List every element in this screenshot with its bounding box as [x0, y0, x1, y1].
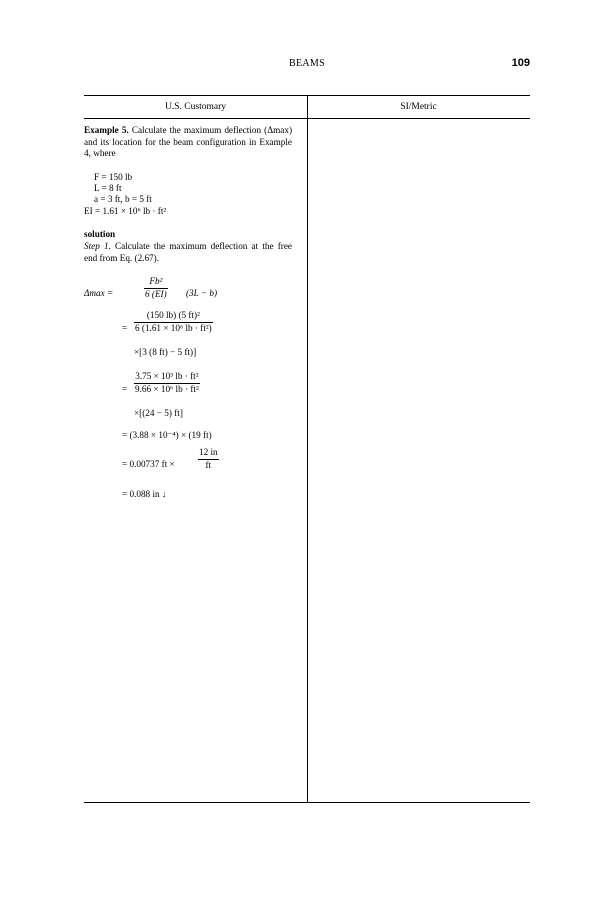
fraction-numerator: 3.75 × 10³ lb · ft² [135, 371, 199, 381]
comparison-table [84, 95, 530, 803]
equation-tail: ×[3 (8 ft) − 5 ft)] [134, 347, 197, 357]
column-heading-si-metric: SI/Metric [400, 102, 437, 112]
given-line: F = 150 lb [94, 172, 133, 182]
equation-fraction [144, 276, 168, 300]
fraction-numerator: (150 lb) (5 ft)² [146, 310, 200, 320]
solution-heading: solution [84, 229, 116, 239]
running-head: BEAMS [289, 58, 325, 69]
step-label: Step 1. [84, 241, 111, 251]
step-text [84, 241, 292, 264]
fraction-denominator: 9.66 × 10⁶ lb · ft² [135, 383, 199, 394]
unit-conversion-fraction [198, 447, 219, 471]
equation-tail: ×[(24 − 5) ft] [134, 408, 183, 418]
given-line: L = 8 ft [94, 183, 122, 193]
fraction-numerator: Fb² [149, 276, 163, 286]
page-number: 109 [511, 57, 530, 69]
equals-sign: = [122, 323, 128, 333]
equation-fraction [134, 310, 213, 334]
example5-text: Calculate the maximum deflection (Δmax) and its location for the beam configuration in Example 4, where [84, 125, 293, 158]
example5-intro [84, 125, 292, 160]
column-us-customary [84, 96, 292, 802]
page-header [84, 58, 530, 74]
step-description: Calculate the maximum deflection at the free end from Eq. (2.67). [84, 241, 292, 263]
column-divider [307, 96, 308, 802]
example5-label: Example 5. [84, 125, 129, 135]
given-line: a = 3 ft, b = 5 ft [94, 194, 152, 204]
equation-line: = 0.00737 ft × [122, 459, 175, 469]
fraction-numerator: 12 in [199, 447, 218, 457]
fraction-denominator: 6 (EI) [145, 288, 167, 299]
equation-fraction [134, 371, 200, 395]
fraction-denominator: ft [198, 459, 219, 472]
result-line: = 0.088 in ↓ [122, 489, 167, 499]
delta-max-label: Δmax = [84, 288, 114, 298]
equation-tail: (3L − b) [186, 288, 218, 298]
column-heading-us-customary: U.S. Customary [165, 102, 226, 112]
equation-line: = (3.88 × 10⁻⁴) × (19 ft) [122, 430, 212, 440]
given-line: EI = 1.61 × 10⁶ lb · ft² [84, 206, 167, 216]
equals-sign: = [122, 384, 128, 394]
fraction-denominator: 6 (1.61 × 10⁶ lb · ft²) [135, 322, 212, 333]
